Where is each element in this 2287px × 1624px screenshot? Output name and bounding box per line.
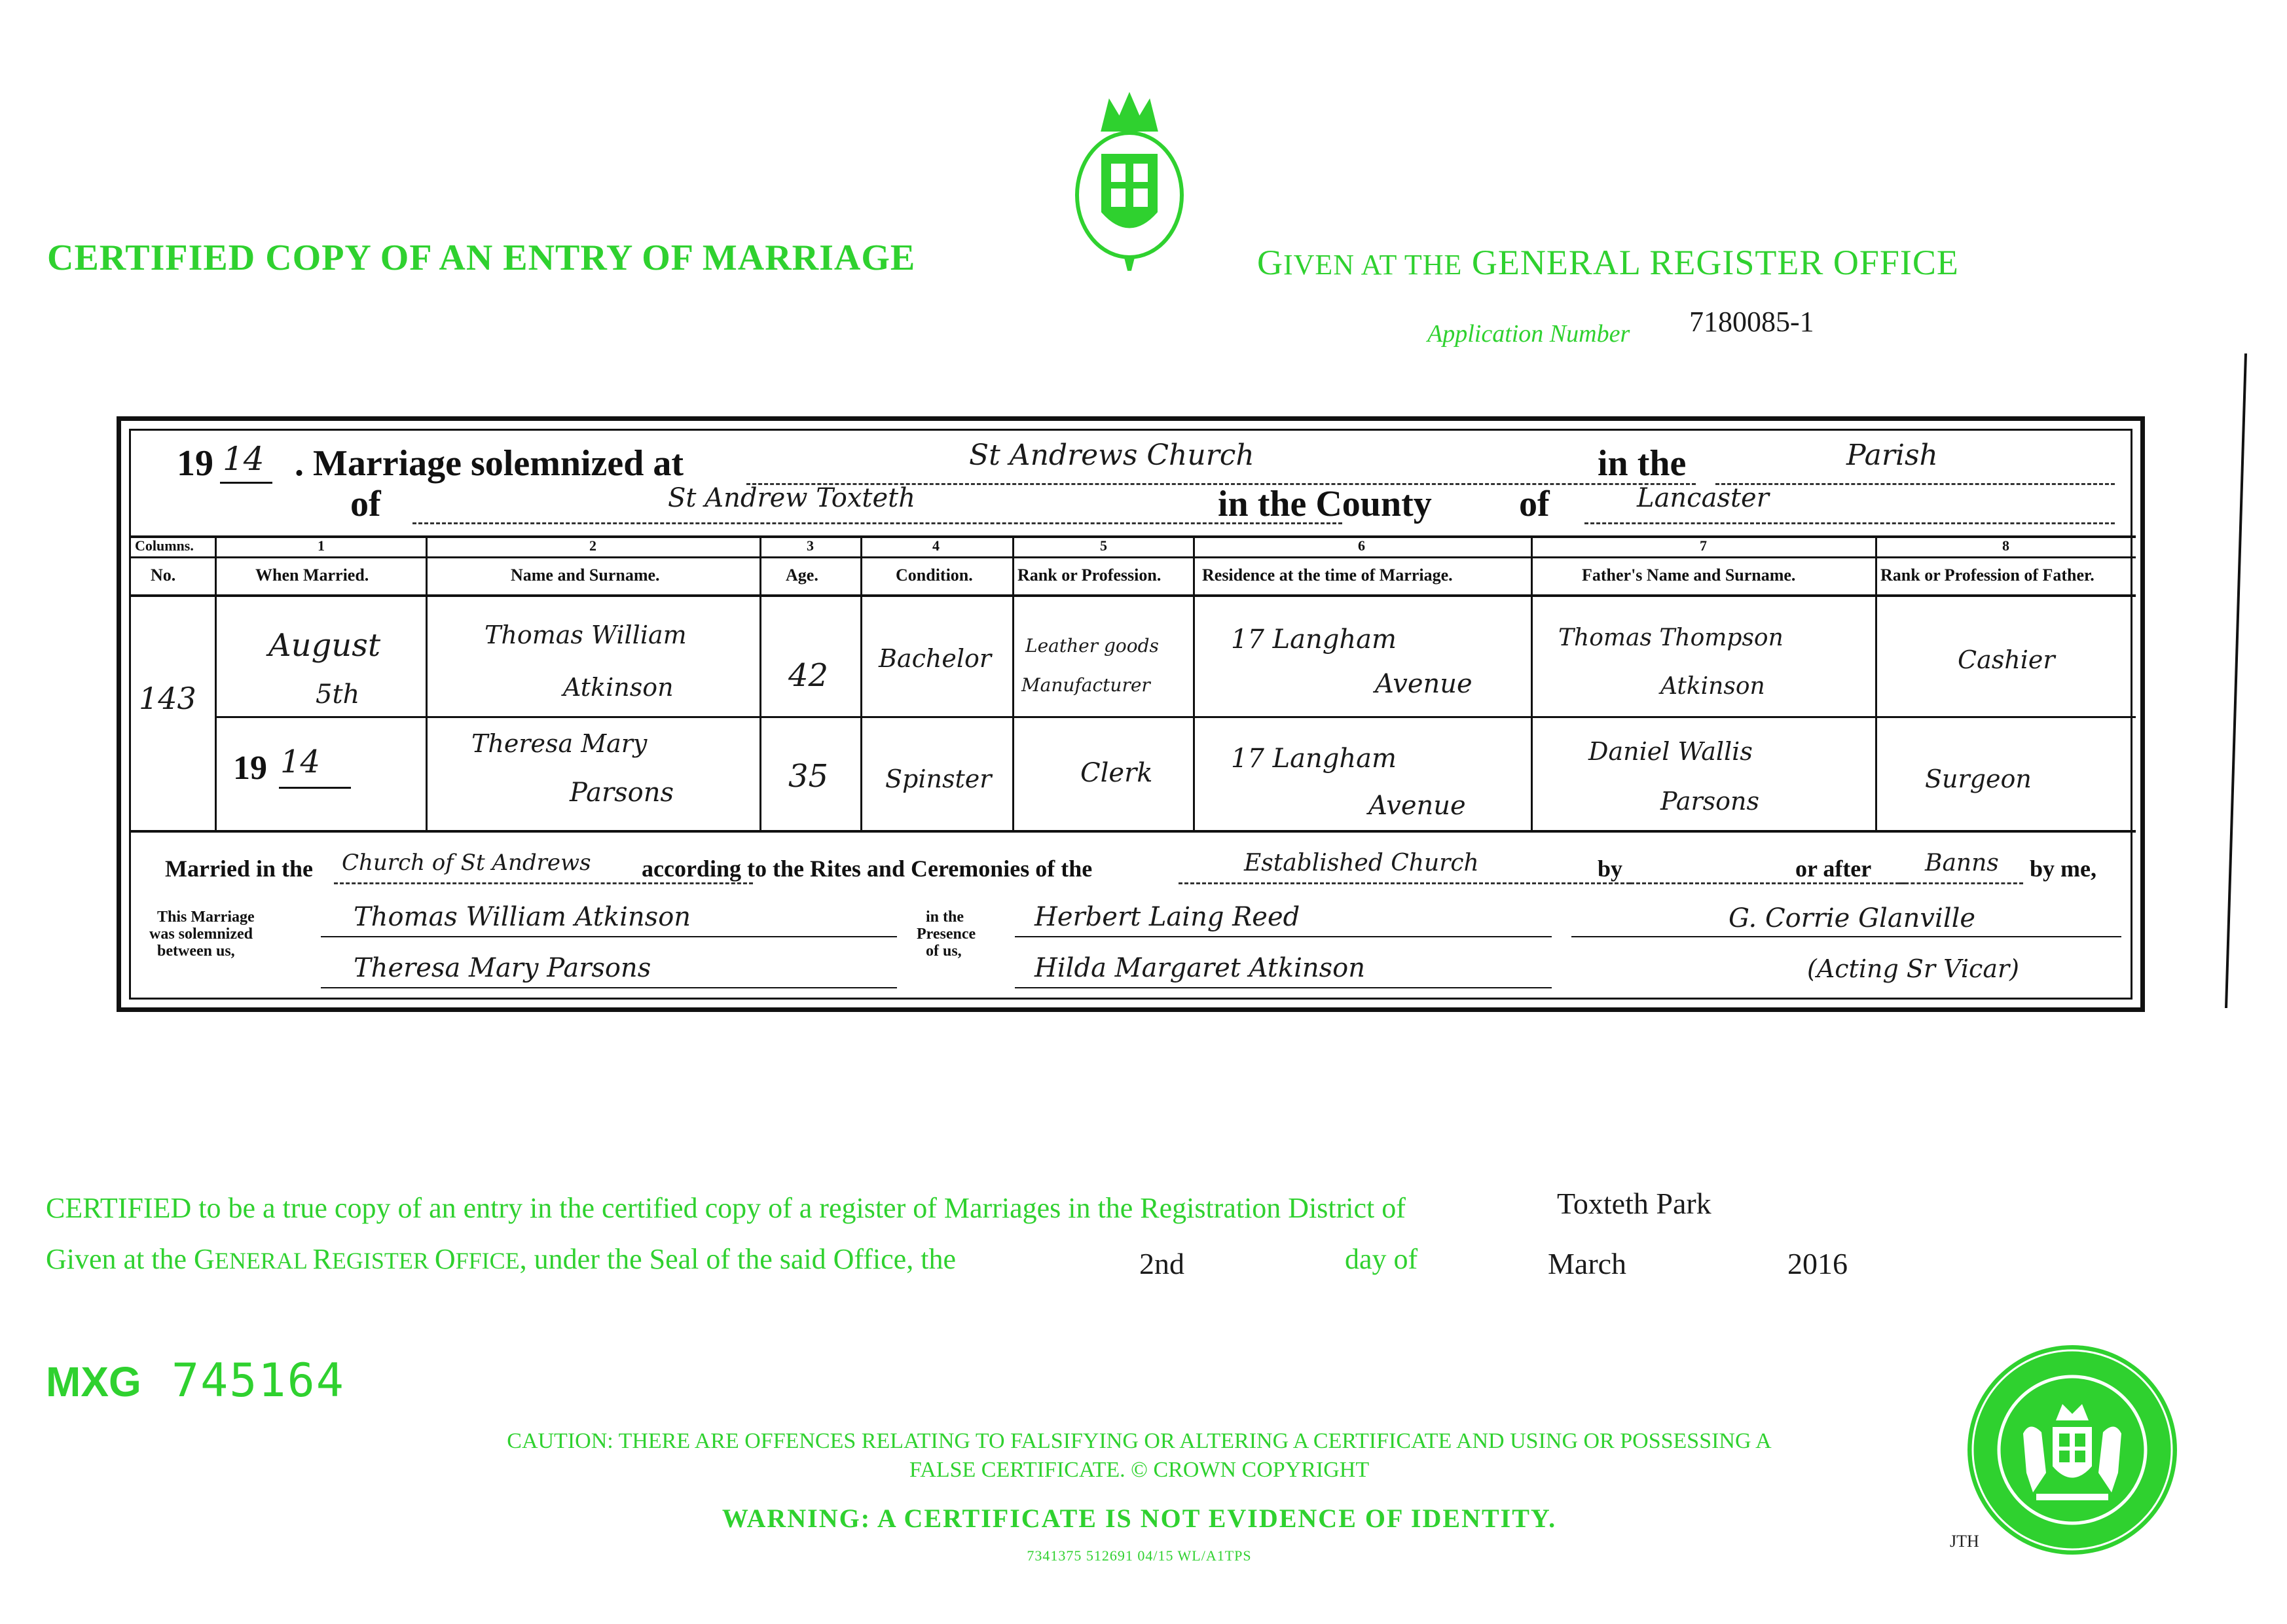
registration-district: Toxteth Park: [1557, 1187, 1711, 1220]
form-code: 7341375 512691 04/15 WL/A1TPS: [1027, 1547, 1252, 1564]
col-divider-3: [759, 535, 761, 830]
rites-label: according to the Rites and Ceremonies of the: [642, 856, 1093, 882]
between-label-1: This Marriage: [157, 909, 255, 926]
witness-1-line: [1015, 936, 1552, 937]
county-label: in the County: [1218, 484, 1432, 524]
presence-label-1: in the: [926, 909, 964, 926]
column-number: 1: [318, 537, 325, 554]
presence-label-3: of us,: [926, 943, 962, 960]
given-at-title: [1257, 242, 1959, 283]
columns-label: Columns.: [135, 537, 194, 554]
given-at-text: Given at the: [46, 1243, 194, 1275]
office-o: O: [434, 1243, 456, 1275]
seal-text: , under the Seal of the said Office, the: [519, 1243, 956, 1275]
office-rest-2: EGISTER: [331, 1248, 435, 1274]
date-year-hand: 14: [280, 744, 321, 780]
after-hand: Banns: [1925, 850, 1999, 876]
presence-label-2: Presence: [917, 926, 976, 943]
witness-2-line: [1015, 987, 1552, 988]
col-divider-8: [1875, 535, 1877, 830]
table-bottom-rule: [131, 830, 2136, 833]
groom-father-1: Thomas Thompson: [1558, 624, 1784, 651]
bride-profession: Clerk: [1080, 758, 1153, 788]
identity-warning: WARNING: A CERTIFICATE IS NOT EVIDENCE OF IDENTITY.: [722, 1504, 1557, 1533]
officiant-signature: G. Corrie Glanville: [1729, 903, 1976, 933]
of-line: [412, 522, 1342, 524]
solemnized-label: . Marriage solemnized at: [295, 443, 684, 484]
of-label: of: [350, 484, 381, 524]
year-prefix: 19: [177, 443, 213, 484]
register-office-seal-icon: [1964, 1342, 2180, 1558]
date-month: August: [268, 627, 381, 664]
county-hand: Lancaster: [1637, 483, 1769, 513]
given-small: IVEN AT THE: [1283, 249, 1463, 281]
header-residence: Residence at the time of Marriage.: [1202, 566, 1453, 585]
royal-crest-icon: [1064, 90, 1195, 274]
after-line: [1899, 882, 2023, 884]
rites-hand: Established Church: [1244, 850, 1479, 876]
header-age: Age.: [786, 566, 818, 585]
sign-groom-line: [321, 936, 897, 937]
groom-father-profession: Cashier: [1958, 645, 2055, 674]
bride-age: 35: [788, 758, 829, 795]
after-label: or after: [1795, 856, 1872, 882]
column-number: 7: [1700, 537, 1707, 554]
solemnized-text: Marriage solemnized at: [313, 443, 684, 484]
colnum-rule: [131, 556, 2136, 558]
column-number: 5: [1100, 537, 1107, 554]
by-me-label: by me,: [2030, 856, 2096, 882]
groom-residence-1: 17 Langham: [1231, 624, 1397, 655]
bride-father-profession: Surgeon: [1925, 765, 2032, 793]
header-father: Father's Name and Surname.: [1582, 566, 1796, 585]
side-stroke-mark: [2213, 353, 2252, 1008]
day-of-label: day of: [1345, 1243, 1418, 1275]
sign-bride: Theresa Mary Parsons: [354, 953, 651, 983]
header-father-rank: Rank or Profession of Father.: [1880, 566, 2095, 585]
groom-age: 42: [788, 657, 829, 694]
column-number: 6: [1358, 537, 1365, 554]
caution-notice: [406, 1427, 1873, 1485]
bride-name-1: Theresa Mary: [471, 729, 648, 758]
groom-profession-1: Leather goods: [1025, 635, 1159, 657]
certified-rest: to be a true copy of an entry in the certified copy of a register of Marriages in the Registration District of: [198, 1192, 1406, 1224]
county-line: [1584, 522, 2115, 524]
office-g: G: [194, 1243, 215, 1275]
office-r: R: [312, 1243, 332, 1275]
office-rest-3: FFICE: [455, 1248, 520, 1274]
col-divider-4: [860, 535, 862, 830]
row-divider: [215, 716, 2136, 718]
witness-1: Herbert Laing Reed: [1034, 902, 1300, 932]
column-number: 3: [807, 537, 814, 554]
certificate-title: CERTIFIED COPY OF AN ENTRY OF MARRIAGE: [47, 238, 916, 278]
parish-hand: Parish: [1846, 439, 1938, 472]
year-underline: [220, 482, 272, 484]
groom-condition: Bachelor: [879, 644, 992, 673]
date-year-underline: [279, 787, 351, 789]
date-day: 5th: [316, 679, 360, 710]
column-number: 8: [2002, 537, 2009, 554]
column-number: 2: [589, 537, 596, 554]
col-divider-5: [1012, 535, 1014, 830]
col-divider-6: [1193, 535, 1195, 830]
certificate-serial: 745164: [172, 1354, 345, 1407]
between-label-3: between us,: [157, 943, 235, 960]
married-in-line: [334, 882, 753, 884]
groom-name-1: Thomas William: [485, 621, 687, 649]
certificate-day: 2nd: [1139, 1247, 1184, 1280]
certification-line-2: [46, 1242, 956, 1276]
bride-father-2: Parsons: [1660, 787, 1760, 816]
groom-residence-2: Avenue: [1375, 669, 1473, 699]
entry-number: 143: [139, 681, 196, 716]
groom-name-2: Atkinson: [563, 673, 674, 702]
groom-profession-2: Manufacturer: [1021, 674, 1150, 696]
header-name: Name and Surname.: [511, 566, 660, 585]
header-rule: [131, 594, 2136, 597]
certification-line-1: [46, 1191, 1406, 1225]
place-hand: St Andrews Church: [969, 439, 1254, 472]
bride-father-1: Daniel Wallis: [1588, 737, 1753, 766]
caution-line-1: CAUTION: THERE ARE OFFENCES RELATING TO FALSIFYING OR ALTERING A CERTIFICATE AND USING OR POSSESSING A: [507, 1429, 1772, 1453]
rites-line: [1179, 882, 1630, 884]
officiant-role: (Acting Sr Vicar): [1807, 954, 2019, 983]
married-in-hand: Church of St Andrews: [342, 850, 591, 876]
col-divider-1: [215, 535, 217, 830]
sign-groom: Thomas William Atkinson: [354, 902, 691, 932]
header-rank: Rank or Profession.: [1017, 566, 1162, 585]
in-the-label: in the: [1598, 443, 1687, 484]
col-divider-2: [426, 535, 428, 830]
married-in-label: Married in the: [165, 856, 313, 882]
certificate-series: MXG: [46, 1358, 141, 1405]
given-prefix: G: [1257, 243, 1283, 282]
bride-residence-1: 17 Langham: [1231, 744, 1397, 774]
county-of-label: of: [1519, 484, 1550, 524]
certificate-month: March: [1548, 1247, 1627, 1280]
groom-father-2: Atkinson: [1660, 673, 1765, 700]
year-hand: 14: [223, 440, 265, 478]
application-number: 7180085-1: [1689, 306, 1814, 338]
header-when-married: When Married.: [255, 566, 369, 585]
officiant-line: [1571, 936, 2121, 937]
column-number: 4: [932, 537, 940, 554]
date-year-prefix: 19: [233, 749, 267, 787]
bride-condition: Spinster: [885, 765, 992, 793]
between-label-2: was solemnized: [149, 926, 253, 943]
initials: JTH: [1950, 1532, 1979, 1551]
header-condition: Condition.: [896, 566, 973, 585]
bride-residence-2: Avenue: [1368, 791, 1466, 821]
sign-bride-line: [321, 987, 897, 988]
by-line: [1630, 882, 1905, 884]
by-label: by: [1598, 856, 1623, 882]
certificate-year: 2016: [1787, 1247, 1848, 1280]
col-divider-7: [1531, 535, 1533, 830]
witness-2: Hilda Margaret Atkinson: [1034, 953, 1366, 983]
table-top-rule: [131, 535, 2136, 538]
given-office: GENERAL REGISTER OFFICE: [1471, 243, 1959, 282]
header-no: No.: [151, 566, 176, 585]
of-hand: St Andrew Toxteth: [668, 483, 915, 513]
bride-name-2: Parsons: [570, 778, 674, 808]
application-number-label: Application Number: [1427, 320, 1630, 348]
parish-line: [1715, 483, 2115, 485]
office-rest: ENERAL: [214, 1248, 313, 1274]
certified-word: CERTIFIED: [46, 1192, 192, 1224]
register-entry: [117, 416, 2145, 1012]
register-entry-inner: [129, 429, 2132, 1000]
caution-line-2: FALSE CERTIFICATE. © CROWN COPYRIGHT: [909, 1458, 1370, 1483]
